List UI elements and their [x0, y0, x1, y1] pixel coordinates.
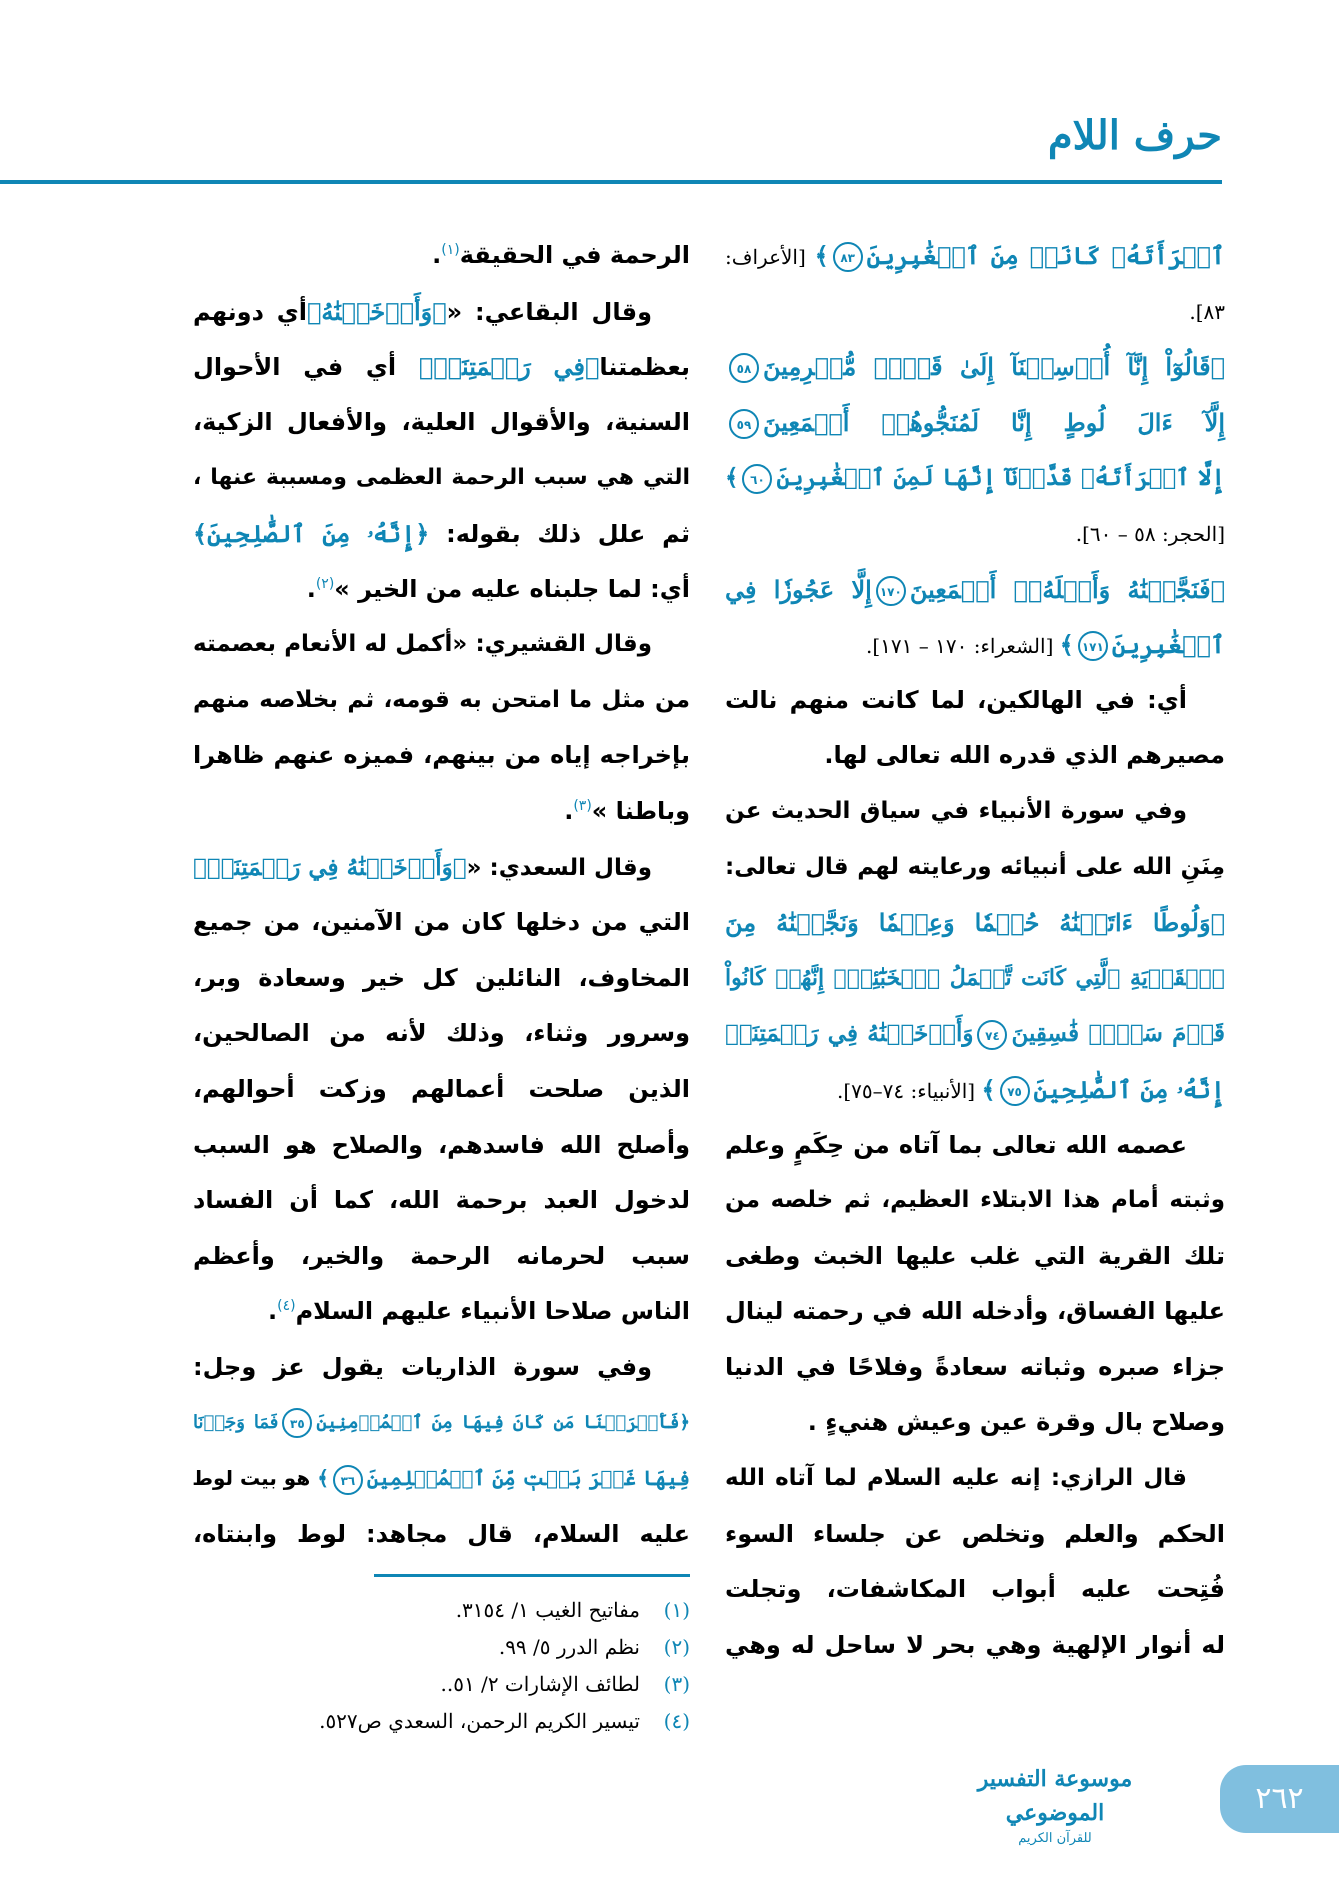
body-text: التي هي سبب الرحمة العظمى ومسببة عنها ، — [193, 465, 690, 491]
body-text: وثبته أمام هذا الابتلاء العظيم، ثم خلصه من — [725, 1187, 1225, 1214]
quran-verse-text: ﴿وَأَدۡخَلۡنَٰهُ فِي رَحۡمَتِنَآۖ﴾ — [193, 853, 467, 881]
text-line — [725, 1507, 1225, 1563]
text-line — [725, 1173, 1225, 1229]
text-line — [725, 228, 1225, 284]
quran-verse-text: ﴿فَنَجَّيۡنَٰهُ وَأَهۡلَهُۥٓ أَجۡمَعِينَ — [909, 574, 1225, 604]
text-line — [725, 1062, 1225, 1118]
body-text: . — [306, 574, 316, 603]
text-line — [193, 339, 690, 395]
body-text: السنية، والأقوال العلية، والأفعال الزكية، — [193, 407, 690, 436]
quran-verse-text: فَمَا وَجَدۡنَا — [193, 1412, 279, 1434]
ayah-number-marker: ٨٣ — [833, 242, 863, 272]
quran-verse-text: ﴿قَالُوٓاْ إِنَّآ أُرۡسِلۡنَآ إِلَىٰ قَوۡمٖ مُّجۡرِمِينَ — [763, 352, 1225, 382]
right-text-column — [725, 228, 1225, 1673]
chapter-title: حرف اللام — [1047, 112, 1222, 159]
quran-verse-text: فِيهَا غَيۡرَ بَيۡتٖ مِّنَ ٱلۡمُسۡلِمِينَ — [366, 1466, 690, 1491]
text-line — [725, 895, 1225, 951]
verse-reference: [الشعراء: ١٧٠ – ١٧١]. — [865, 634, 1060, 659]
text-line — [193, 395, 690, 451]
text-line — [725, 728, 1225, 784]
text-line — [725, 1618, 1225, 1674]
text-line — [725, 840, 1225, 896]
body-text: وقال القشيري: «أكمل له الأنعام بعصمته — [193, 631, 652, 658]
text-line — [725, 617, 1225, 673]
body-text: عليه السلام، قال مجاهد: لوط وابنتاه، — [193, 1519, 690, 1548]
ayah-number-marker: ٦٠ — [742, 464, 772, 494]
body-text: ثم علل ذلك بقوله: — [429, 519, 690, 548]
verse-reference: ٨٣]. — [1189, 299, 1225, 324]
header-divider — [0, 180, 1222, 184]
body-text: مِنَنِ الله على أنبيائه ورعايته لهم قال تعالى: — [725, 853, 1225, 880]
text-line — [193, 1229, 690, 1285]
body-text: وسرور وثناء، وذلك لأنه من الصالحين، — [193, 1019, 690, 1048]
text-line — [193, 1451, 690, 1507]
text-line — [725, 1395, 1225, 1451]
text-line — [725, 450, 1225, 506]
body-text: له أنوار الإلهية وهي بحر لا ساحل له وهي — [725, 1630, 1225, 1659]
body-text: أي: في الهالكين، لما كانت منهم نالت — [725, 685, 1187, 714]
logo-subtitle: للقرآن الكريم — [1018, 1831, 1092, 1846]
quran-verse-text: إِنَّهُۥ مِنَ ٱلصَّٰلِحِينَ — [1033, 1074, 1225, 1104]
text-line — [193, 562, 690, 618]
ayah-number-marker: ٧٥ — [1000, 1076, 1030, 1106]
text-line — [193, 673, 690, 729]
ayah-number-marker: ٣٥ — [282, 1408, 312, 1438]
body-text: بعظمتنا — [599, 353, 690, 382]
body-text: لدخول العبد برحمة الله، كما أن الفساد — [193, 1186, 690, 1215]
body-text: . — [432, 241, 442, 269]
footnote — [193, 1666, 690, 1703]
text-line — [193, 1006, 690, 1062]
footnote-marker: (٣) — [573, 797, 592, 814]
footnote-text: تيسير الكريم الرحمن، السعدي ص٥٢٧. — [319, 1709, 640, 1733]
body-text: وفي سورة الذاريات يقول عز وجل: — [193, 1352, 652, 1381]
text-line — [725, 1451, 1225, 1507]
text-line — [193, 728, 690, 784]
page-number-badge: ٢٦٢ — [1220, 1765, 1339, 1833]
body-text: . — [267, 1297, 278, 1326]
body-text: تلك القرية التي غلب عليها الخبث وطغى — [725, 1241, 1225, 1270]
text-line — [193, 1340, 690, 1396]
body-text: عليها الفساق، وأدخله الله في رحمته لينال — [725, 1297, 1225, 1326]
text-line — [193, 1173, 690, 1229]
body-text: الرحمة في الحقيقة — [459, 241, 690, 269]
quran-verse-text: ﴾ — [1059, 630, 1074, 660]
text-line — [725, 395, 1225, 451]
footnote — [193, 1592, 690, 1629]
body-text: مصيرهم الذي قدره الله تعالى لها. — [824, 741, 1225, 770]
text-line — [193, 951, 690, 1007]
body-text: فُتِحت عليه أبواب المكاشفات، وتجلت — [725, 1575, 1225, 1604]
body-text: أي في الأحوال — [193, 353, 419, 382]
footnote-number: (١) — [663, 1598, 690, 1622]
text-line — [193, 1395, 690, 1451]
footnote-number: (٣) — [663, 1672, 690, 1696]
text-line — [725, 1284, 1225, 1340]
footnote-number: (٢) — [663, 1635, 690, 1659]
body-text: الناس صلاحا الأنبياء عليهم السلام — [295, 1297, 690, 1326]
body-text: التي من دخلها كان من الآمنين، من جميع — [193, 908, 690, 937]
text-line — [193, 1284, 690, 1340]
footnote-text: مفاتيح الغيب ١/ ٣١٥٤. — [455, 1598, 640, 1622]
body-text: أي: لما جلبناه عليه من الخير » — [334, 574, 690, 603]
body-text: جزاء صبره وثباته سعادةً وفلاحًا في الدنيا — [725, 1352, 1225, 1381]
ayah-number-marker: ٣٦ — [333, 1465, 363, 1495]
footnote-text: نظم الدرر ٥/ ٩٩. — [498, 1635, 640, 1659]
body-text: وفي سورة الأنبياء في سياق الحديث عن — [725, 797, 1187, 824]
ayah-number-marker: ٧٤ — [977, 1020, 1007, 1050]
text-line — [725, 784, 1225, 840]
quran-verse-text: ٱلۡقَرۡيَةِ ٱلَّتِي كَانَت تَّعۡمَلُ ٱلۡخَبَٰٓئِثَۚ إِنَّهُمۡ كَانُواْ — [725, 964, 1225, 991]
footnote-marker: (٤) — [277, 1298, 296, 1315]
ayah-number-marker: ٥٨ — [729, 353, 759, 383]
text-line — [193, 617, 690, 673]
text-line — [193, 228, 690, 284]
text-line — [725, 1562, 1225, 1618]
quran-verse-text: ﴾ — [981, 1074, 996, 1104]
footnote-number: (٤) — [663, 1709, 690, 1733]
body-text: وصلاح بال وقرة عين وعيش هنيءٍ . — [807, 1408, 1225, 1437]
text-line — [193, 450, 690, 506]
text-line — [193, 1118, 690, 1174]
text-line — [725, 506, 1225, 562]
quran-verse-text: ٱلۡغَٰبِرِينَ — [1111, 630, 1225, 660]
text-line — [193, 1062, 690, 1118]
body-text: وقال السعدي: « — [466, 854, 652, 881]
footnote-text: لطائف الإشارات ٢/ ٥١.. — [440, 1672, 640, 1696]
footnote-marker: (١) — [441, 242, 460, 258]
body-text: الذين صلحت أعمالهم وزكت أحوالهم، — [193, 1074, 690, 1103]
body-text: وقال البقاعي: « — [446, 297, 652, 326]
left-text-column — [193, 228, 690, 1562]
footnote-marker: (٢) — [315, 575, 335, 592]
text-line — [725, 951, 1225, 1007]
text-line — [725, 1118, 1225, 1174]
body-text: قال الرازي: إنه عليه السلام لما آتاه الله — [725, 1465, 1187, 1492]
quran-verse-text: ﴾ — [317, 1466, 329, 1491]
body-text: أي دونهم — [193, 297, 308, 326]
footnote — [193, 1629, 690, 1666]
footnote-divider — [374, 1574, 690, 1577]
body-text: عصمه الله تعالى بما آتاه من حِكَمٍ وعلم — [725, 1130, 1187, 1159]
text-line — [193, 1507, 690, 1563]
quran-verse-text: إِلَّا ٱمۡرَأَتَهُۥ قَدَّرۡنَآ إِنَّهَا لَمِنَ ٱلۡغَٰبِرِينَ — [776, 464, 1225, 492]
text-line — [725, 284, 1225, 340]
quran-verse-text: إِلَّا عَجُوزٗا فِي — [725, 574, 872, 604]
verse-reference: [الحجر: ٥٨ – ٦٠]. — [1075, 521, 1225, 546]
footnotes — [193, 1592, 690, 1740]
text-line — [725, 1006, 1225, 1062]
body-text: من مثل ما امتحن به قومه، ثم بخلاصه منهم — [193, 686, 690, 713]
body-text: سبب لحرمانه الرحمة والخير، وأعظم — [193, 1241, 690, 1270]
body-text: وأصلح الله فاسدهم، والصلاح هو السبب — [193, 1130, 690, 1159]
body-text: المخاوف، النائلين كل خير وسعادة وبر، — [193, 963, 690, 992]
quran-verse-text: قَوۡمَ سَوۡءٖ فَٰسِقِينَ — [1011, 1020, 1225, 1048]
ayah-number-marker: ٥٩ — [729, 409, 759, 439]
text-line — [193, 840, 690, 896]
text-line — [725, 1229, 1225, 1285]
quran-verse-text: إِلَّآ ءَالَ لُوطٍ إِنَّا لَمُنَجُّوهُمۡ أَجۡمَعِينَ — [763, 407, 1225, 437]
quran-verse-text: ٱمۡرَأَتَهُۥ كَانَتۡ مِنَ ٱلۡغَٰبِرِينَ — [866, 241, 1225, 270]
ayah-number-marker: ١٧١ — [1078, 631, 1108, 661]
quran-verse-text: ﴾ — [814, 241, 829, 270]
text-line — [193, 895, 690, 951]
text-line — [725, 562, 1225, 618]
body-text: الحكم والعلم وتخلص عن جلساء السوء — [725, 1519, 1225, 1548]
text-line — [725, 673, 1225, 729]
text-line — [725, 1340, 1225, 1396]
body-text: بإخراجه إياه من بينهم، فميزه عنهم ظاهرا — [193, 741, 690, 770]
body-text: هو بيت لوط — [192, 1466, 318, 1491]
encyclopedia-logo — [930, 1762, 1180, 1848]
quran-verse-text: ﴾ — [725, 464, 739, 492]
quran-verse-text: ﴿فَأَخۡرَجۡنَا مَن كَانَ فِيهَا مِنَ ٱلۡمُؤۡمِنِينَ — [316, 1412, 690, 1434]
text-line — [725, 339, 1225, 395]
quran-verse-text: وَأَدۡخَلۡنَٰهُ فِي رَحۡمَتِنَآۖ — [725, 1020, 974, 1048]
text-line — [193, 284, 690, 340]
quran-verse-text: ﴿وَأَدۡخَلۡنَٰهُ﴾ — [307, 296, 447, 326]
footnote — [193, 1703, 690, 1740]
body-text: . — [564, 796, 574, 825]
text-line — [193, 506, 690, 562]
quran-verse-text: ﴿إِنَّهُۥ مِنَ ٱلصَّٰلِحِينَ﴾ — [193, 518, 430, 548]
quran-verse-text: ﴿فِي رَحۡمَتِنَآۖ﴾ — [418, 352, 600, 382]
quran-verse-text: ﴿وَلُوطًا ءَاتَيۡنَٰهُ حُكۡمٗا وَعِلۡمٗا وَنَجَّيۡنَٰهُ مِنَ — [725, 908, 1225, 938]
text-line — [193, 784, 690, 840]
body-text: وباطنا » — [591, 796, 690, 825]
logo-title: موسوعة التفسير الموضوعي — [977, 1766, 1133, 1826]
verse-reference: [الأعراف: — [725, 245, 815, 269]
ayah-number-marker: ١٧٠ — [876, 576, 906, 606]
verse-reference: [الأنبياء: ٧٤–٧٥]. — [836, 1078, 982, 1103]
